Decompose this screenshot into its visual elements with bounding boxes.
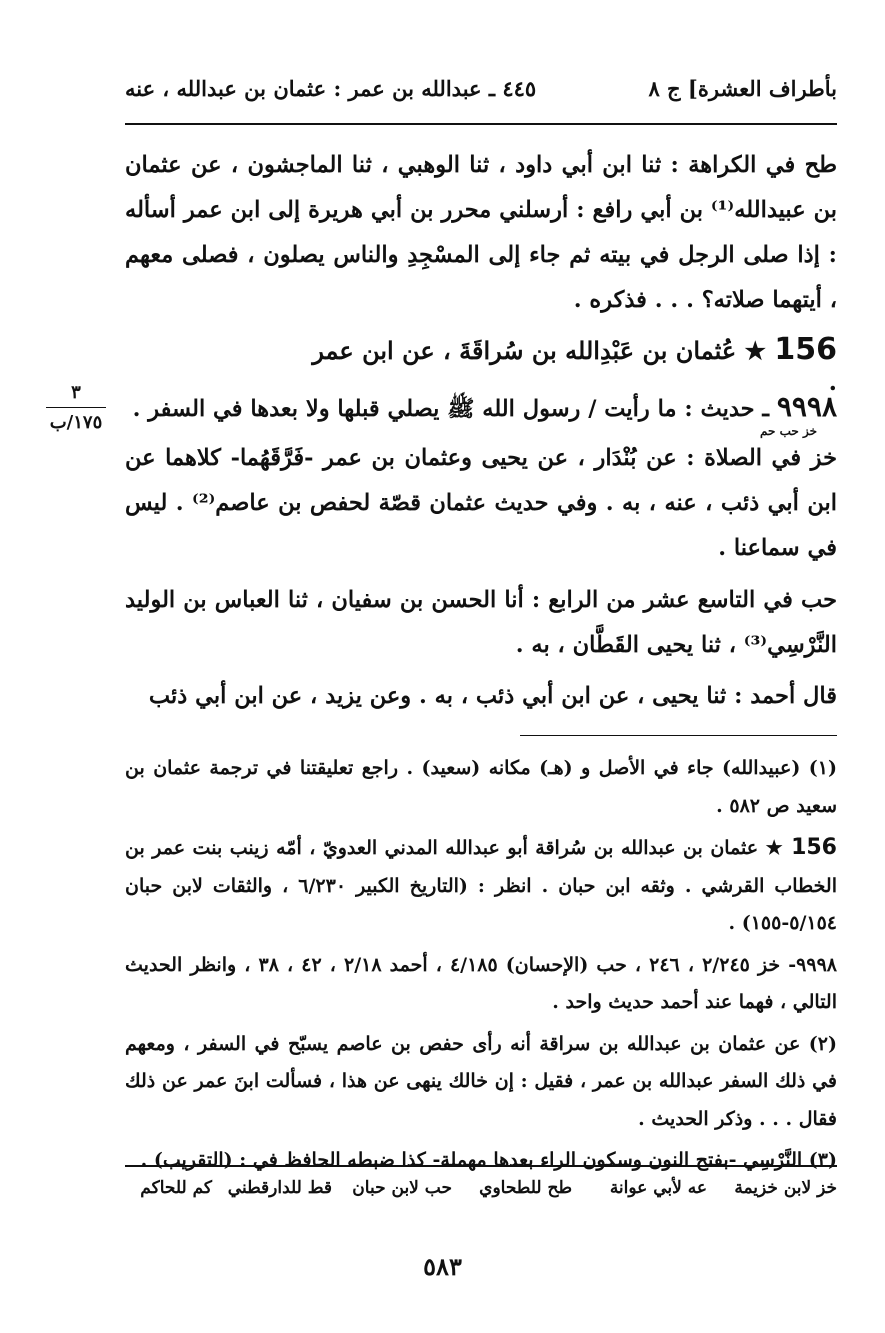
legend-item: قط للدارقطني: [227, 1178, 332, 1198]
hadith-text: ـ حديث : ما رأيت / رسول الله ﷺ يصلي قبلها ولا بعدها في السفر .: [132, 396, 769, 422]
legend-rule: [125, 1165, 837, 1167]
footnote-9998: ٩٩٩٨- خز ٢/٢٤٥ ، ٢٤٦ ، حب (الإحسان) ٤/١٨٥ ، أحمد ٢/١٨ ، ٤٢ ، ٣٨ ، وانظر الحديث التالي ، فهما عند أحمد حديث واحد .: [125, 953, 837, 1013]
paragraph-hibban: حب في التاسع عشر من الرابع : أنا الحسن بن سفيان ، ثنا العباس بن الوليد النَّرْسِي⁽³⁾ ، ثنا يحيى القَطَّان ، به .: [125, 587, 837, 658]
hadith-sigla: خز حب حم: [760, 424, 817, 438]
page-number: ٥٨٣: [423, 1252, 462, 1281]
header-rule: [125, 123, 837, 125]
margin-divider: [46, 407, 106, 408]
legend-item: طح للطحاوي: [479, 1178, 572, 1198]
footnote-156-text: ★ عثمان بن عبدالله بن سُراقة أبو عبدالله المدني العدويّ ، أمّه زينب بنت عمر بن الخطاب القرشي . وثقه ابن حبان . انظر : (التاريخ الكبير ٦/٢٣٠ ، والثقات لابن حبان ٥/١٥٤-١٥٥) .: [125, 837, 837, 934]
margin-note-top: ٣: [71, 382, 81, 403]
star-icon: ★: [744, 336, 767, 365]
header-section: ٤٤٥ ـ عبدالله بن عمر : عثمان بن عبدالله ، عنه: [125, 76, 537, 101]
paragraph-tahawi: طح في الكراهة : ثنا ابن أبي داود ، ثنا الوهبي ، ثنا الماجشون ، عن عثمان بن عبيدالله⁽¹⁾ بن أبي رافع : أرسلني محرر بن أبي هريرة إلى ابن عمر أسأله : إذا صلى الرجل في بيته ثم جاء إلى المسْجِدِ والناس يصلون ، فصلى معهم ، أيتهما صلاته؟ . . . فذكره .: [125, 152, 837, 313]
footnote-1: (١) (عبيدالله) جاء في الأصل و (هـ) مكانه (سعيد) . راجع تعليقتنا في ترجمة عثمان بن سعيد ص ٥٨٢ .: [125, 757, 837, 817]
footnotes: [125, 750, 837, 1184]
paragraph-khuzayma: خز في الصلاة : عن بُنْدَار ، عن يحيى وعثمان بن عمر -فَرَّقَهُما- كلاهما عن ابن أبي ذئب ، عنه ، به . وفي حديث عثمان قصّة لحفص بن عاصم⁽²⁾ . ليس في سماعنا .: [125, 445, 837, 561]
topic-title: عُثمان بن عَبْدِالله بن سُراقَةَ ، عن ابن عمر .: [312, 336, 837, 396]
margin-manuscript-ref: [36, 382, 116, 433]
legend-item: خز لابن خزيمة: [734, 1178, 837, 1198]
topic-number: 156: [774, 332, 837, 367]
topic-heading: [300, 332, 837, 396]
legend-item: كم للحاكم: [140, 1178, 212, 1198]
hadith-heading: [125, 390, 837, 428]
legend-item: عه لأبي عوانة: [609, 1178, 707, 1198]
margin-note-bottom: ١٧٥/ب: [49, 412, 103, 433]
abbreviation-legend: [125, 1178, 837, 1208]
footnote-2: (٢) عن عثمان بن عبدالله بن سراقة أنه رأى حفص بن عاصم يسبّح في السفر ، ومعهم في ذلك السفر عبدالله بن عمر ، فقيل : إن خالك ينهى عن هذا ، فسألت ابنَ عمر عن ذلك فقال . . . وذكر الحديث .: [125, 1032, 837, 1130]
footnote-3: (٣) النَّرْسِي -بفتح النون وسكون الراء بعدها مهملة- كذا ضبطه الحافظ في : (التقريب) .: [140, 1149, 837, 1171]
legend-item: حب لابن حبان: [352, 1178, 452, 1198]
footnote-156-number: 156: [791, 835, 837, 860]
footnote-156: [125, 829, 837, 943]
footnote-rule: [520, 735, 837, 736]
running-header: [125, 72, 837, 108]
paragraph-ahmad: قال أحمد : ثنا يحيى ، عن ابن أبي ذئب ، به . وعن يزيد ، عن ابن أبي ذئب: [148, 683, 837, 709]
header-volume: بأطراف العشرة] ج ٨: [648, 76, 837, 101]
hadith-number: ٩٩٩٨: [776, 390, 837, 423]
